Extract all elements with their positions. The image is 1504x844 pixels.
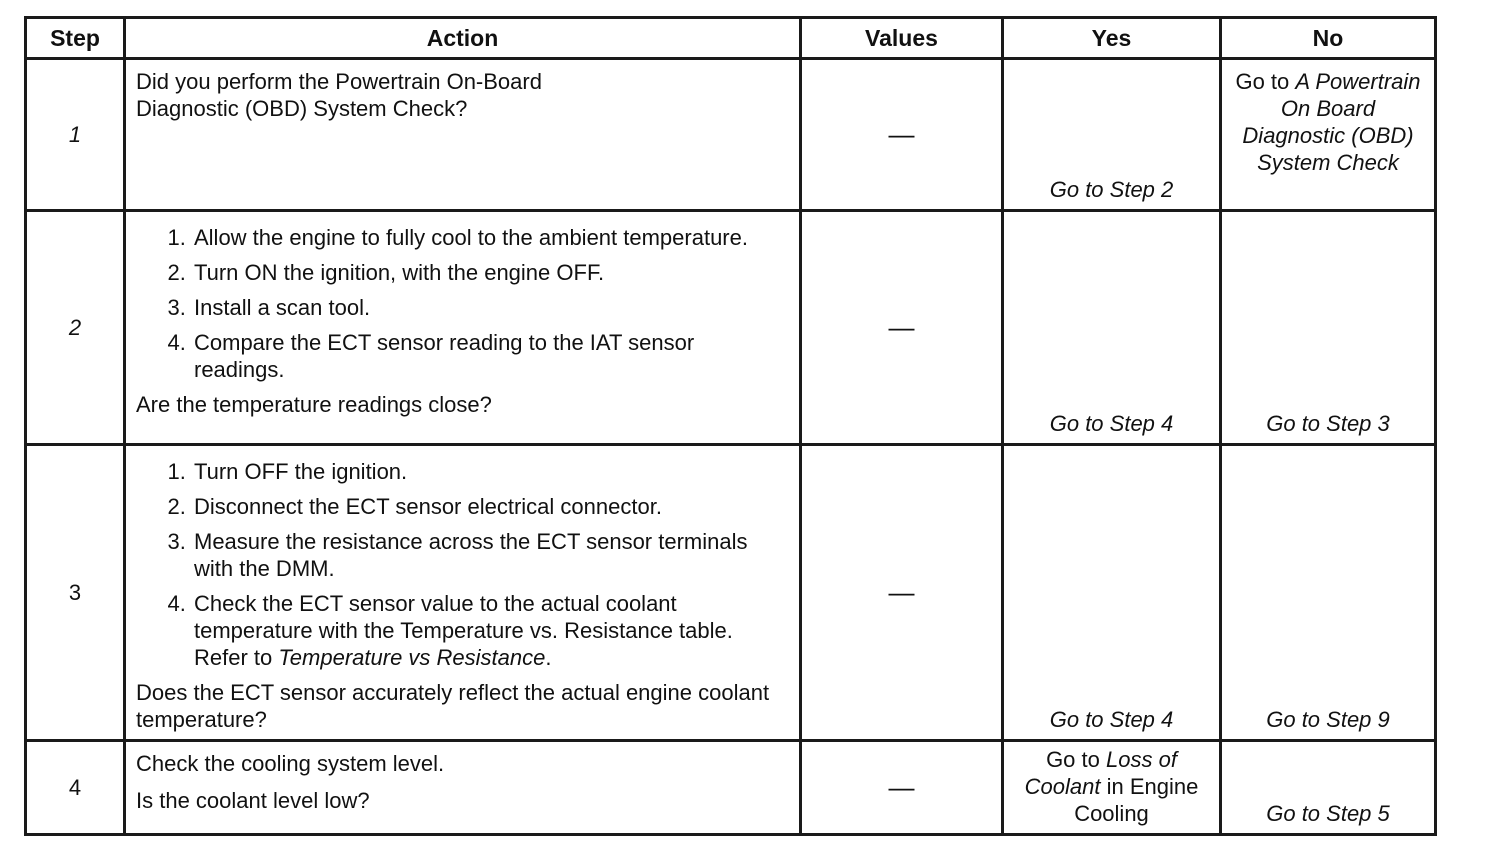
step-number: 1 — [26, 59, 125, 211]
action-question: Is the coolant level low? — [136, 788, 370, 813]
yes-prefix: Go to — [1046, 747, 1100, 772]
action-question: Did you perform the Powertrain On-Board Diagnostic (OBD) System Check? — [136, 69, 542, 121]
list-item: 3. Measure the resistance across the ECT sensor terminals with the DMM. — [192, 528, 789, 582]
action-list — [136, 224, 789, 383]
list-item: 2. Turn ON the ignition, with the engine OFF. — [192, 259, 789, 286]
table-row — [26, 59, 1436, 211]
no-link[interactable]: Go to Step 3 — [1221, 211, 1436, 445]
item-text: Check the ECT sensor value to the actual coolant temperature with the Temperature vs. Resistance table. Refer to — [194, 591, 733, 670]
table-row — [26, 211, 1436, 445]
reference-link[interactable]: Temperature vs Resistance — [278, 645, 546, 670]
values-cell: — — [801, 59, 1003, 211]
action-question: Are the temperature readings close? — [136, 392, 492, 417]
item-end: . — [545, 645, 552, 670]
list-item: 1. Turn OFF the ignition. — [192, 458, 789, 485]
action-list — [136, 458, 789, 671]
header-row — [26, 18, 1436, 59]
step-number: 4 — [26, 741, 125, 835]
yes-link[interactable]: Go to Step 2 — [1003, 59, 1221, 211]
no-cell — [1221, 59, 1436, 211]
no-prefix: Go to — [1235, 69, 1290, 94]
yes-cell — [1003, 741, 1221, 835]
no-link[interactable]: Go to Step 9 — [1221, 445, 1436, 741]
list-item: 3. Install a scan tool. — [192, 294, 789, 321]
table-row — [26, 445, 1436, 741]
yes-link[interactable]: Loss of Coolant — [1024, 747, 1177, 799]
header-no: No — [1221, 18, 1436, 59]
step-number: 3 — [26, 445, 125, 741]
action-cell — [125, 211, 801, 445]
yes-link[interactable]: Go to Step 4 — [1003, 445, 1221, 741]
header-yes: Yes — [1003, 18, 1221, 59]
list-item: 4. Compare the ECT sensor reading to the IAT sensor readings. — [192, 329, 789, 383]
values-cell: — — [801, 741, 1003, 835]
action-cell — [125, 741, 801, 835]
header-action: Action — [125, 18, 801, 59]
list-item — [192, 590, 789, 671]
action-question: Does the ECT sensor accurately reflect the actual engine coolant temperature? — [136, 680, 770, 732]
yes-link[interactable]: Go to Step 4 — [1003, 211, 1221, 445]
table-row — [26, 741, 1436, 835]
action-instruction: Check the cooling system level. — [136, 751, 445, 776]
diagnostic-table — [24, 16, 1437, 836]
values-cell: — — [801, 211, 1003, 445]
action-cell — [125, 59, 801, 211]
header-values: Values — [801, 18, 1003, 59]
list-item: 2. Disconnect the ECT sensor electrical connector. — [192, 493, 789, 520]
step-number: 2 — [26, 211, 125, 445]
values-cell: — — [801, 445, 1003, 741]
no-link[interactable]: Go to Step 5 — [1221, 741, 1436, 835]
action-cell — [125, 445, 801, 741]
yes-suffix: in Engine Cooling — [1074, 774, 1199, 826]
no-link[interactable]: A Powertrain On Board Diagnostic (OBD) System Check — [1242, 69, 1421, 175]
list-item: 1. Allow the engine to fully cool to the ambient temperature. — [192, 224, 789, 251]
header-step: Step — [26, 18, 125, 59]
